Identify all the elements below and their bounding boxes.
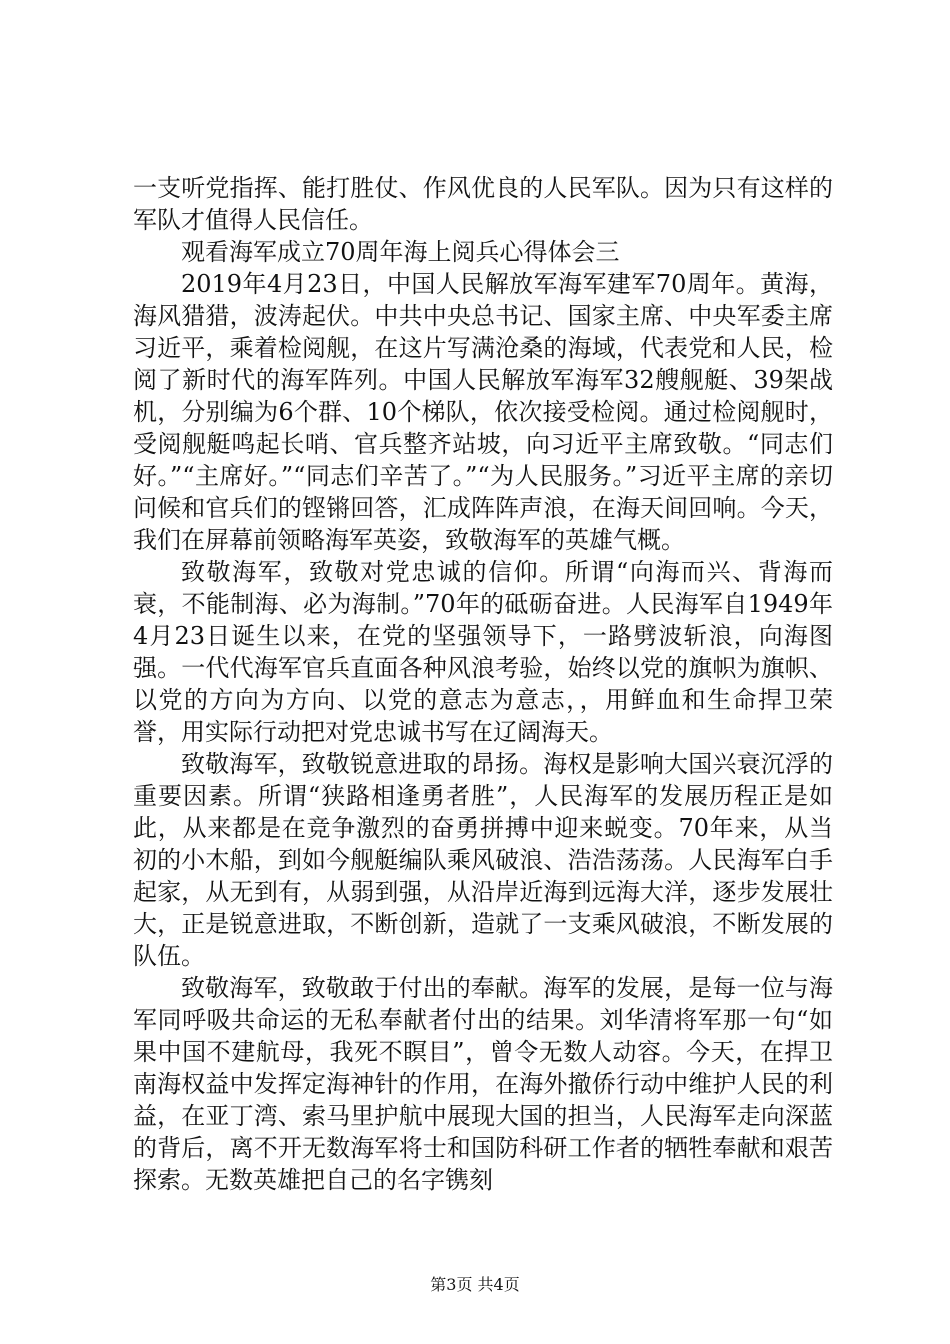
page-number-footer: 第3页 共4页 (430, 1275, 520, 1294)
section-heading: 观看海军成立70周年海上阅兵心得体会三 (181, 238, 620, 266)
paragraph-2: 2019年4月23日，中国人民解放军海军建军70周年。黄海，海风猎猎，波涛起伏。中共中央总书记、国家主席、中央军委主席习近平，乘着检阅舰，在这片写满沧桑的海域，代表党和人民，检阅了新时代的海军阵列。中国人民解放军海军32艘舰艇、39架战机，分别编为6个群、10个梯队，依次接受检阅。通过检阅舰时，受阅舰艇鸣起长哨、官兵整齐站坡，向习近平主席致敬。“同志们好。”“主席好。”“同志们辛苦了。”“为人民服务。”习近平主席的亲切问候和官兵们的铿锵回答，汇成阵阵声浪，在海天间回响。今天，我们在屏幕前领略海军英姿，致敬海军的英雄气概。 (133, 270, 833, 554)
paragraph-3: 致敬海军，致敬对党忠诚的信仰。所谓“向海而兴、背海而衰，不能制海、必为海制。”70年的砥砺奋进。人民海军自1949年4月23日诞生以来，在党的坚强领导下，一路劈波斩浪，向海图强。一代代海军官兵直面各种风浪考验，始终以党的旗帜为旗帜、以党的方向为方向、以党的意志为意志，，用鲜血和生命捍卫荣誉，用实际行动把对党忠诚书写在辽阔海天。 (133, 558, 833, 746)
document-body (133, 172, 833, 1196)
paragraph-5: 致敬海军，致敬敢于付出的奉献。海军的发展，是每一位与海军同呼吸共命运的无私奉献者付出的结果。刘华清将军那一句“如果中国不建航母，我死不瞑目”，曾令无数人动容。今天，在捍卫南海权益中发挥定海神针的作用，在海外撤侨行动中维护人民的利益，在亚丁湾、索马里护航中展现大国的担当，人民海军走向深蓝的背后，离不开无数海军将士和国防科研工作者的牺牲奉献和艰苦探索。无数英雄把自己的名字镌刻 (133, 974, 833, 1194)
paragraph-4: 致敬海军，致敬锐意进取的昂扬。海权是影响大国兴衰沉浮的重要因素。所谓“狭路相逢勇者胜”，人民海军的发展历程正是如此，从来都是在竞争激烈的奋勇拼搏中迎来蜕变。70年来，从当初的小木船，到如今舰艇编队乘风破浪、浩浩荡荡。人民海军白手起家，从无到有，从弱到强，从沿岸近海到远海大洋，逐步发展壮大，正是锐意进取，不断创新，造就了一支乘风破浪，不断发展的队伍。 (133, 750, 833, 970)
paragraph-1: 一支听党指挥、能打胜仗、作风优良的人民军队。因为只有这样的军队才值得人民信任。 (133, 174, 833, 234)
